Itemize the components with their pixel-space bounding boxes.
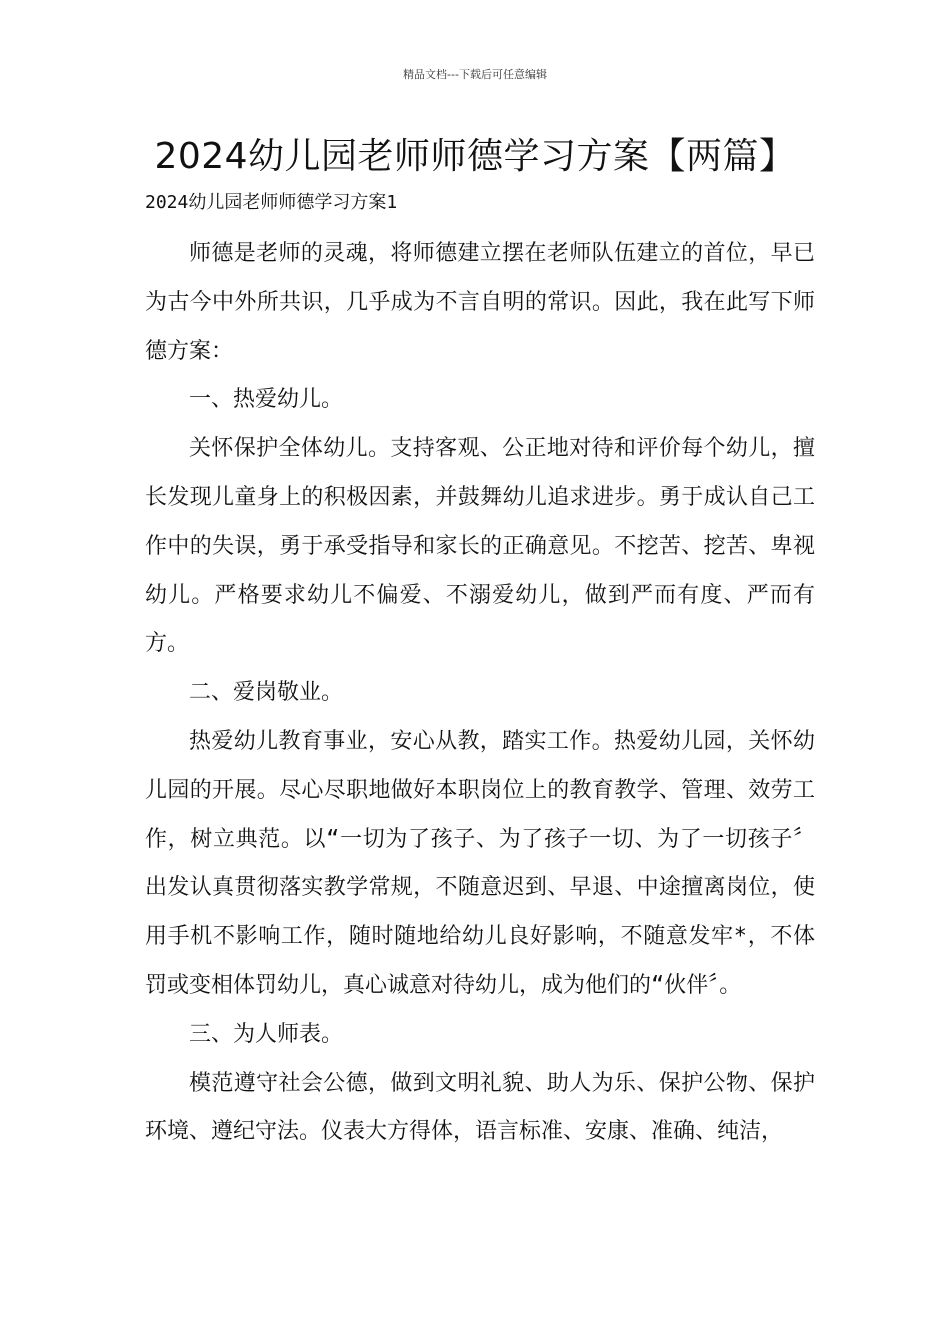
document-subtitle: 2024幼儿园老师师德学习方案1	[145, 192, 398, 213]
document-title: 2024幼儿园老师师德学习方案【两篇】	[154, 136, 796, 177]
document-body	[145, 230, 815, 1157]
section-heading-2: 二、爱岗敬业。	[189, 680, 344, 706]
paragraph-section-1: 关怀保护全体幼儿。支持客观、公正地对待和评价每个幼儿，擅长发现儿童身上的积极因素，并鼓舞幼儿追求进步。勇于成认自己工作中的失误，勇于承受指导和家长的正确意见。不挖苦、挖苦、卑视幼儿。严格要求幼儿不偏爱、不溺爱幼儿，做到严而有度、严而有方。	[145, 436, 815, 657]
header-note: 精品文档---下载后可任意编辑	[403, 68, 547, 81]
section-heading-3: 三、为人师表。	[189, 1021, 344, 1047]
paragraph-section-2: 热爱幼儿教育事业，安心从教，踏实工作。热爱幼儿园，关怀幼儿园的开展。尽心尽职地做好本职岗位上的教育教学、管理、效劳工作，树立典范。以“一切为了孩子、为了孩子一切、为了一切孩子〞出发认真贯彻落实教学常规，不随意迟到、早退、中途擅离岗位，使用手机不影响工作，随时随地给幼儿良好影响，不随意发牢*，不体罚或变相体罚幼儿，真心诚意对待幼儿，成为他们的“伙伴〞。	[145, 728, 815, 998]
paragraph-intro: 师德是老师的灵魂，将师德建立摆在老师队伍建立的首位，早已为古今中外所共识，几乎成为不言自明的常识。因此，我在此写下师德方案：	[145, 241, 815, 364]
paragraph-section-3: 模范遵守社会公德，做到文明礼貌、助人为乐、保护公物、保护环境、遵纪守法。仪表大方得体，语言标准、安康、准确、纯洁，	[145, 1070, 815, 1145]
section-heading-1: 一、热爱幼儿。	[189, 387, 344, 413]
